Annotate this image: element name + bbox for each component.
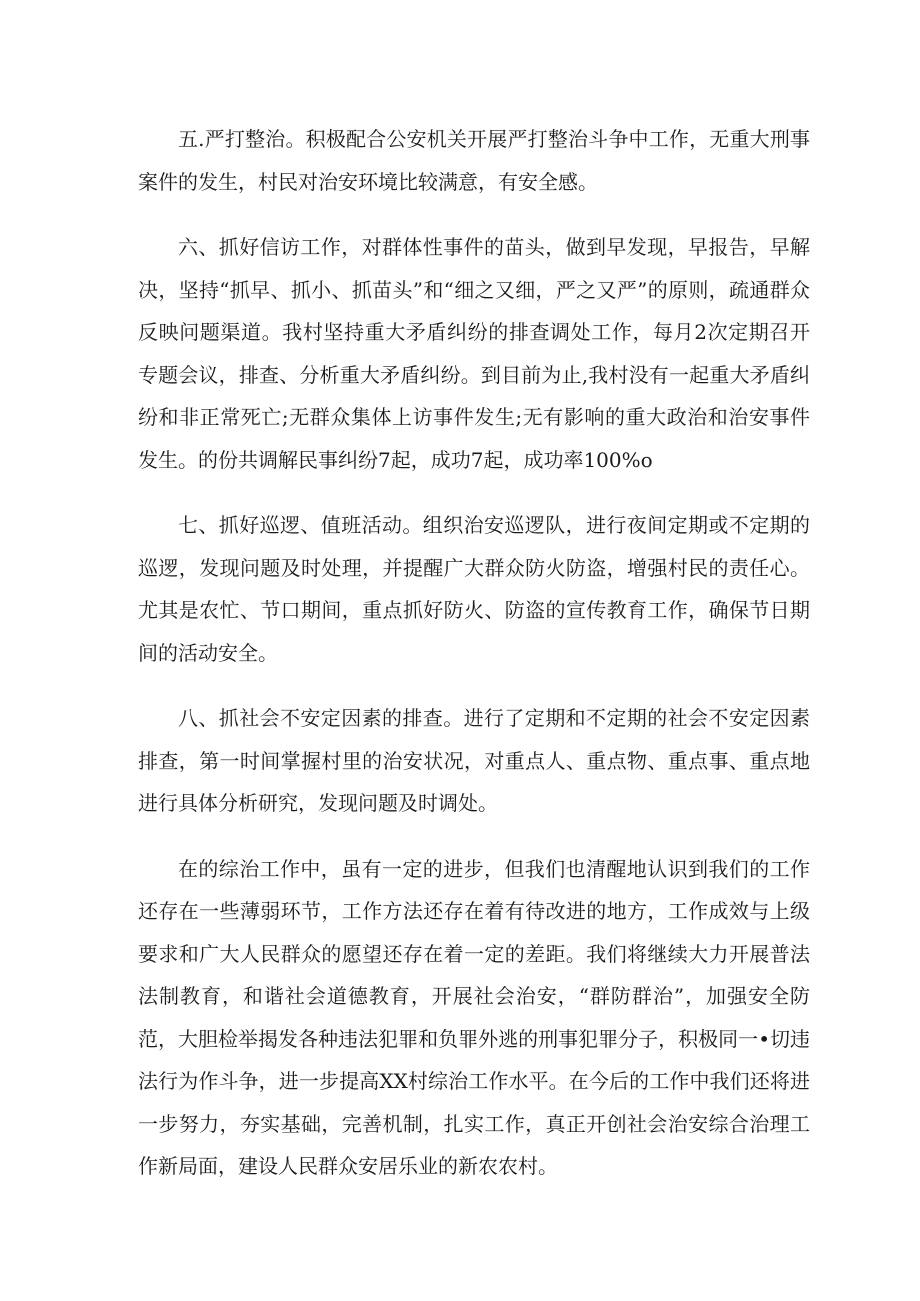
- paragraph-petitions: 六、抓好信访工作，对群体性事件的苗头，做到早发现，早报告，早解决，坚持“抓早、抓小、抓苗头”和“细之又细，严之又严”的原则，疏通群众反映问题渠道。我村坚持重大矛盾纠纷的排查调处工作，每月2次定期召开专题会议，排查、分析重大矛盾纠纷。到目前为止,我村没有一起重大矛盾纠纷和非正常死亡;无群众集体上访事件发生;无有影响的重大政治和治安事件发生。的份共调解民事纠纷7起，成功7起，成功率100%o: [138, 235, 810, 472]
- paragraph-conclusion: 在的综治工作中，虽有一定的进步，但我们也清醒地认识到我们的工作还存在一些薄弱环节，工作方法还存在着有待改进的地方，工作成效与上级要求和广大人民群众的愿望还存在着一定的差距。我们将继续大力开展普法法制教育，和谐社会道德教育，开展社会治安，“群防群治”，加强安全防范，大胆检举揭发各种违法犯罪和负罪外逃的刑事犯罪分子，积极同一•切违法行为作斗争，进一步提高XX村综治工作水平。在今后的工作中我们还将进一步努力，夯实基础，完善机制，扎实工作，真正开创社会治安综合治理工作新局面，建设人民群众安居乐业的新农农村。: [138, 856, 810, 1178]
- paragraph-instability-check: 八、抓社会不安定因素的排查。进行了定期和不定期的社会不安定因素排查，第一时间掌握村里的治安状况，对重点人、重点物、重点事、重点地进行具体分析研究，发现问题及时调处。: [138, 706, 810, 815]
- paragraph-crackdown: 五.严打整治。积极配合公安机关开展严打整治斗争中工作，无重大刑事案件的发生，村民对治安环境比较满意，有安全感。: [138, 127, 810, 194]
- paragraph-patrol: 七、抓好巡逻、值班活动。组织治安巡逻队，进行夜间定期或不定期的巡逻，发现问题及时处理，并提醒广大群众防火防盗，增强村民的责任心。尤其是农忙、节口期间，重点抓好防火、防盗的宣传教育工作，确保节日期间的活动安全。: [138, 513, 810, 665]
- document-body: [138, 118, 810, 1211]
